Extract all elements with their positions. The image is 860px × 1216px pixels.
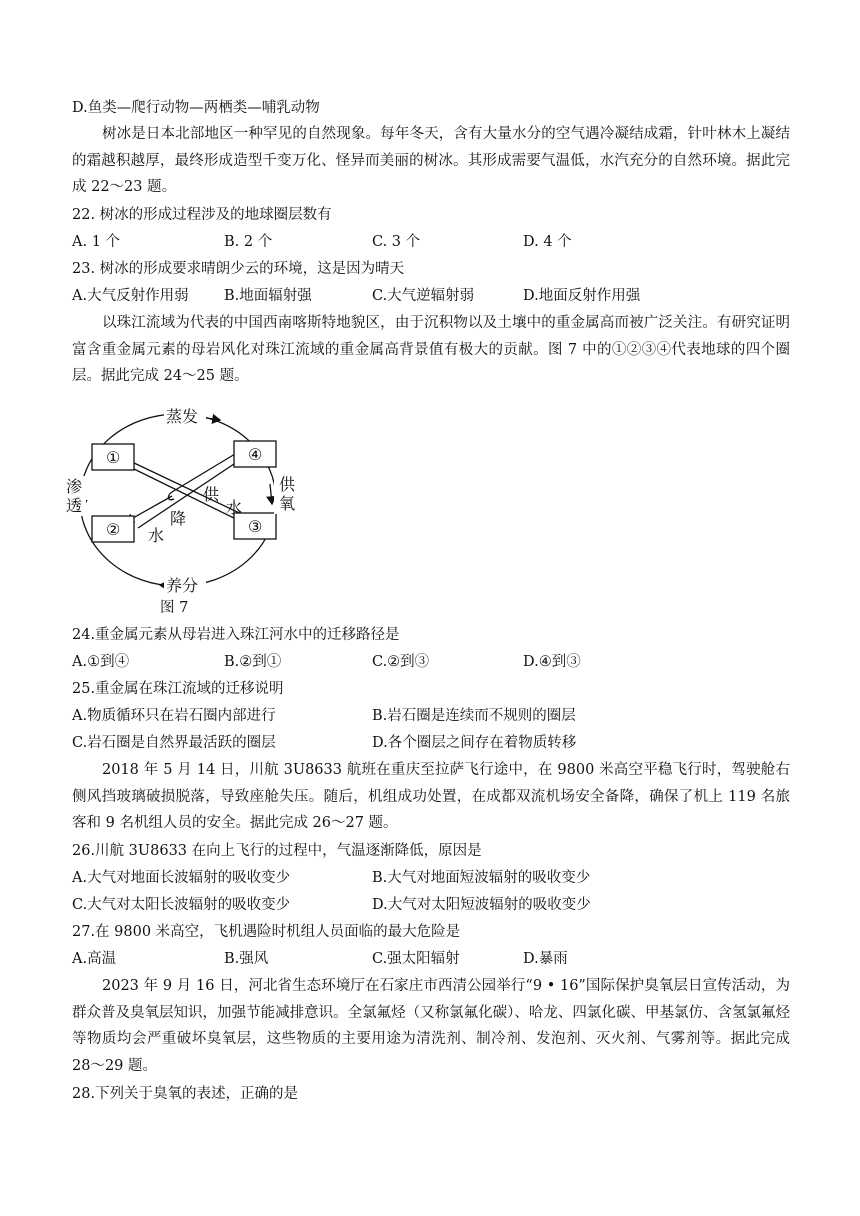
label-nutrients: 养分 (166, 576, 199, 594)
box-3-label: ③ (248, 517, 263, 536)
question-27-option-b: B.强风 (224, 951, 269, 967)
passage-pearl-river: 以珠江流域为代表的中国西南喀斯特地貌区，由于沉积物以及土壤中的重金属高而被广泛关注。有研究证明富含重金属元素的母岩风化对珠江流域的重金属高背景值有极大的贡献。图 7 中的①②③④代表地球的四个圈层。据此完成 24～25 题。 (72, 315, 790, 385)
question-23-option-a: A.大气反射作用弱 (72, 288, 189, 304)
box-2-label: ② (106, 520, 121, 539)
question-25-stem: 25.重金属在珠江流域的迁移说明 (72, 681, 284, 697)
question-24-stem: 24.重金属元素从母岩进入珠江河水中的迁移路径是 (72, 627, 400, 643)
question-22-option-c: C. 3 个 (372, 234, 421, 250)
question-26-stem: 26.川航 3U8633 在向上飞行的过程中，气温逐渐降低，原因是 (72, 843, 482, 859)
question-24-option-c: C.②到③ (372, 654, 430, 670)
question-24-option-d: D.④到③ (523, 654, 581, 670)
arrow-right (270, 484, 272, 504)
figure-7-sphere-cycle (60, 404, 300, 594)
question-25-option-d: D.各个圈层之间存在着物质转移 (372, 735, 577, 751)
question-28-stem: 28.下列关于臭氧的表述，正确的是 (72, 1086, 299, 1102)
label-oxygen-2: 氧 (279, 494, 296, 513)
question-22-option-d: D. 4 个 (523, 234, 572, 250)
question-22-option-b: B. 2 个 (224, 234, 273, 250)
question-27-option-a: A.高温 (72, 951, 117, 967)
cycle-ring (80, 414, 276, 586)
passage-ozone-day: 2023 年 9 月 16 日，河北省生态环境厅在石家庄市西清公园举行“9 • 16”国际保护臭氧层日宣传活动，为群众普及臭氧层知识，加强节能减排意识。全氯氟烃（又称氯氟化碳）、哈龙、四氯化碳、甲基氯仿、含氢氯氟烃等物质均会严重破坏臭氧层，这些物质的主要用途为清洗剂、制冷剂、发泡剂、灭火剂、气雾剂等。据此完成 28～29 题。 (72, 978, 790, 1074)
box-4-label: ④ (248, 445, 263, 464)
question-26-option-b: B.大气对地面短波辐射的吸收变少 (372, 870, 591, 886)
diag-4-to-2-b (138, 460, 243, 528)
question-26-option-a: A.大气对地面长波辐射的吸收变少 (72, 870, 291, 886)
question-24-option-b: B.②到① (224, 654, 282, 670)
question-22-option-a: A. 1 个 (72, 234, 121, 250)
passage-rime-ice: 树冰是日本北部地区一种罕见的自然现象。每年冬天，含有大量水分的空气遇冷凝结成霜，针叶林木上凝结的霜越积越厚，最终形成造型千变万化、怪异而美丽的树冰。其形成需要气温低，水汽充分的自然环境。据此完成 22～23 题。 (72, 126, 790, 196)
label-seepage-1: 渗 (66, 477, 83, 496)
question-26-option-c: C.大气对太阳长波辐射的吸收变少 (72, 897, 291, 913)
label-oxygen-1: 供 (279, 475, 296, 494)
figure-7-diagram (60, 404, 300, 594)
label-shui-left: 水 (148, 526, 165, 545)
box-1-label: ① (106, 448, 121, 467)
question-26-option-d: D.大气对太阳短波辐射的吸收变少 (372, 897, 591, 913)
label-jiang: 降 (170, 509, 187, 528)
question-25-option-a: A.物质循环只在岩石圈内部进行 (72, 708, 276, 724)
question-27-option-d: D.暴雨 (523, 951, 568, 967)
question-23-stem: 23. 树冰的形成要求晴朗少云的环境，这是因为晴天 (72, 261, 405, 277)
label-seepage-2: 透 (66, 496, 83, 515)
question-25-option-b: B.岩石圈是连续而不规则的圈层 (372, 708, 576, 724)
question-24-option-a: A.①到④ (72, 654, 130, 670)
question-23-option-d: D.地面反射作用强 (523, 288, 641, 304)
question-27-option-c: C.强太阳辐射 (372, 951, 460, 967)
question-27-stem: 27.在 9800 米高空，飞机遇险时机组人员面临的最大危险是 (72, 924, 461, 940)
passage-flight-3u8633: 2018 年 5 月 14 日，川航 3U8633 航班在重庆至拉萨飞行途中，在 9800 米高空平稳飞行时，驾驶舱右侧风挡玻璃破损脱落，导致座舱失压。随后，机组成功处置，在成都双流机场安全备降，确保了机上 119 名旅客和 9 名机组人员的安全。据此完成 26～27 题。 (72, 762, 790, 832)
question-23-option-b: B.地面辐射强 (224, 288, 312, 304)
figure-7-caption: 图 7 (160, 600, 189, 616)
label-shui-right: 水 (226, 498, 243, 517)
question-22-stem: 22. 树冰的形成过程涉及的地球圈层数有 (72, 207, 332, 223)
question-23-option-c: C.大气逆辐射弱 (372, 288, 475, 304)
question-25-option-c: C.岩石圈是自然界最活跃的圈层 (72, 735, 276, 751)
label-evaporation: 蒸发 (166, 407, 199, 426)
diag-4-to-2-a (168, 454, 235, 500)
question-21-option-d: D.鱼类—爬行动物—两栖类—哺乳动物 (72, 100, 320, 116)
label-gong: 供 (203, 485, 220, 504)
